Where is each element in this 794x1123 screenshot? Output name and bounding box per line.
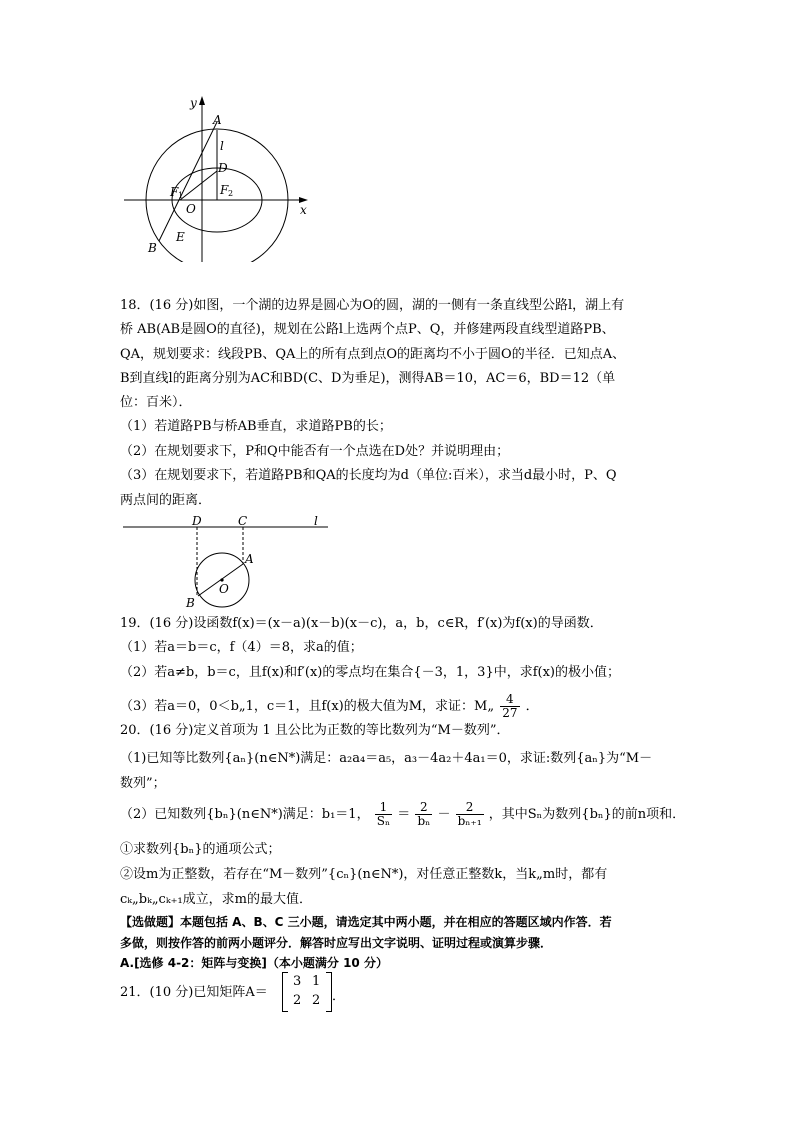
p18-line5: 位：百米）． — [120, 395, 192, 410]
fraction-denominator: 27 — [502, 706, 518, 720]
p18-line1: 18．(16 分)如图，一个湖的边界是圆心为O的圆，湖的一侧有一条直线型公路l，湖上有 — [120, 298, 625, 313]
p18-line3: QA，规划要求：线段PB、QA上的所有点到点O的距离均不小于圆O的半径．已知点A、 — [120, 347, 626, 362]
matrix-a11: 3 — [293, 974, 302, 989]
label-F1: F — [170, 185, 179, 199]
label-C: C — [238, 514, 248, 528]
fraction-numerator: 2 — [456, 801, 484, 815]
p20-line1: 20．(16 分)定义首项为 1 且公比为正数的等比数列为“M－数列”． — [120, 723, 510, 738]
p20-line4-end: ，其中Sₙ为数列{bₙ}的前n项和． — [488, 807, 686, 822]
label-D: D — [218, 161, 228, 175]
fraction-2-bn1 — [456, 801, 484, 828]
fraction-denominator: Sₙ — [376, 814, 391, 828]
p18-line7: （2）在规划要求下，P和Q中能否有一个点选在D处？并说明理由； — [120, 444, 510, 459]
p20-line3: 数列”； — [120, 776, 166, 791]
fraction-numerator: 4 — [500, 693, 519, 707]
label-A: A — [213, 113, 222, 127]
p18-line8: （3）在规划要求下，若道路PB和QA的长度均为d（单位:百米），求当d最小时，P、Q — [120, 468, 617, 483]
label-F1-sub: 1 — [178, 191, 184, 200]
equals-sign: ＝ — [397, 807, 411, 822]
label-l: l — [220, 139, 224, 153]
label-y: y — [190, 96, 197, 110]
p19-line3: （2）若a≠b，b＝c，且f(x)和f′(x)的零点均在集合{－3，1，3}中，求f(x)的极小值； — [120, 665, 621, 680]
p19-line4-text: （3）若a＝0，0＜b„1，c＝1，且f(x)的极大值为M，求证：M„ — [120, 699, 495, 714]
p21-line: 21．(10 分)已知矩阵A＝ — [120, 985, 268, 1000]
fraction-numerator: 2 — [415, 801, 432, 815]
fraction-2-bn — [415, 801, 432, 828]
fraction-numerator: 1 — [375, 801, 392, 815]
label-l: l — [314, 514, 318, 528]
matrix-a12: 1 — [312, 974, 321, 989]
label-O: O — [219, 582, 229, 596]
p19-line4 — [120, 693, 539, 720]
p21-period: ． — [332, 989, 346, 1004]
p20-line4-text: （2）已知数列{bₙ}(n∈N*)满足：b₁＝1， — [120, 807, 370, 822]
matrix-A — [282, 972, 332, 1012]
minus-sign: － — [437, 807, 451, 822]
label-F2: F — [220, 183, 229, 197]
label-O: O — [186, 202, 196, 216]
p20-line4 — [120, 801, 685, 828]
elective-heading: A.[选修 4-2：矩阵与变换]（本小题满分 10 分） — [120, 956, 388, 970]
p19-line2: （1）若a＝b＝c，f（4）＝8，求a的值； — [120, 640, 363, 655]
fraction-denominator: bₙ₊₁ — [457, 814, 482, 828]
figure-lake-road — [120, 512, 340, 612]
p18-line2: 桥 AB(AB是圆O的直径)，规划在公路l上选两个点P、Q，并修建两段直线型道路PB、 — [120, 322, 615, 337]
elective-line2: 多做，则按作答的前两小题评分．解答时应写出文字说明、证明过程或演算步骤． — [120, 936, 553, 950]
figure-circle-coordinates — [110, 92, 320, 262]
label-E: E — [176, 230, 185, 244]
label-B: B — [148, 241, 157, 255]
label-F2-sub: 2 — [228, 189, 234, 198]
label-D: D — [192, 514, 202, 528]
p18-line6: （1）若道路PB与桥AB垂直，求道路PB的长； — [120, 419, 392, 434]
fraction-denominator: bₙ — [417, 814, 431, 828]
fraction-1-Sn — [375, 801, 392, 828]
matrix-left-bracket — [282, 972, 288, 1012]
p18-line9: 两点间的距离． — [120, 493, 212, 508]
p19-line1: 19．(16 分)设函数f(x)＝(x－a)(x－b)(x－c)，a，b，c∈R，f′(x)为f(x)的导函数． — [120, 616, 603, 631]
p20-line7: cₖ„bₖ„cₖ₊₁成立，求m的最大值． — [120, 892, 312, 907]
label-x: x — [300, 203, 307, 217]
label-A: A — [245, 552, 254, 566]
p20-line5: ①求数列{bₙ}的通项公式； — [120, 842, 281, 857]
fraction-4-27 — [500, 693, 519, 720]
p19-line4-end: ． — [525, 699, 539, 714]
p20-line6: ②设m为正整数，若存在“M－数列”{cₙ}(n∈N*)，对任意正整数k，当k„m时，都有 — [120, 867, 608, 882]
matrix-a21: 2 — [293, 993, 302, 1008]
p20-line2: （1)已知等比数列{aₙ}(n∈N*)满足：a₂a₄＝a₅，a₃－4a₂＋4a₁＝0，求证:数列{aₙ}为“M－ — [120, 751, 653, 766]
elective-line1: 【选做题】本题包括 A、B、C 三小题，请选定其中两小题，并在相应的答题区域内作答．若 — [120, 915, 612, 929]
label-B: B — [186, 596, 195, 610]
matrix-a22: 2 — [312, 993, 321, 1008]
p18-line4: B到直线l的距离分别为AC和BD(C、D为垂足)，测得AB＝10，AC＝6，BD＝12（单 — [120, 371, 616, 386]
